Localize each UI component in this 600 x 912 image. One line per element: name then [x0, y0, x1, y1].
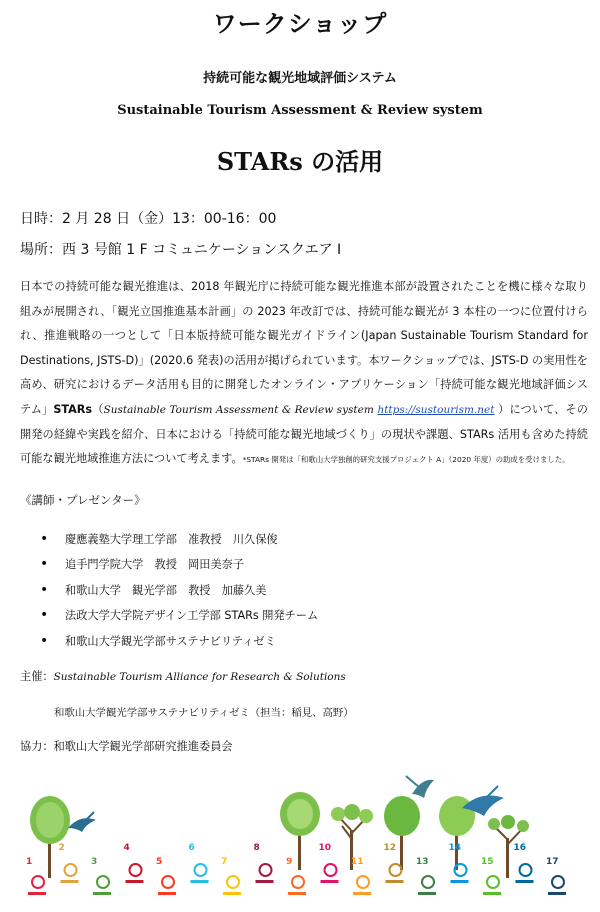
sdg-goal-15-icon — [481, 857, 501, 895]
description-text-2: ）について、その開発の経緯や実践を紹介、日本における「持続可能な観光地域づくり」の現状や課題、STARs 活用も含めた持続可能な観光地域推進方法について考えます。 — [20, 402, 588, 466]
organizer-line — [20, 668, 346, 684]
swallow-bird-icon — [406, 776, 434, 798]
sdg-goal-number: 15 — [481, 857, 494, 867]
presenter-name: 追手門学院大学 教授 岡田美奈子 — [65, 558, 245, 572]
sdg-goal-13-icon — [416, 857, 436, 895]
sdg-goal-bar — [321, 880, 339, 883]
sdg-goal-bar — [353, 892, 371, 895]
sdg-goal-bar — [548, 892, 566, 895]
stars-name: STARs — [53, 402, 93, 416]
sdg-goal-bar — [386, 880, 404, 883]
subtitle-english: Sustainable Tourism Assessment & Review system — [117, 103, 483, 118]
presenter-name: 和歌山大学 観光学部 教授 加藤久美 — [65, 583, 267, 597]
sdg-goal-symbol — [390, 864, 402, 876]
stars-title: STARs の活用 — [216, 147, 384, 176]
presenter-name: 慶應義塾大学理工学部 准教授 川久保俊 — [65, 532, 278, 546]
sdg-goal-4-icon — [124, 843, 144, 883]
sdg-goal-number: 3 — [91, 857, 98, 867]
list-item — [40, 577, 318, 603]
swallow-bird-icon — [68, 812, 96, 832]
event-date: 日時：2 月 28 日（金）13：00-16：00 — [20, 211, 277, 227]
presenter-name: 和歌山大学観光学部サステナビリティゼミ — [65, 634, 276, 648]
presenters-list — [40, 526, 318, 654]
cooperation-line: 協力：和歌山大学観光学部研究推進委員会 — [20, 740, 233, 753]
sdg-goal-number: 11 — [351, 857, 364, 867]
sdg-goal-3-icon — [91, 857, 111, 895]
bullet-icon: • — [40, 632, 49, 649]
sdg-goal-9-icon — [286, 857, 306, 895]
sdg-goal-number: 12 — [383, 843, 397, 853]
sdg-goal-11-icon — [351, 857, 371, 895]
sdg-goal-symbol — [325, 864, 337, 876]
sdg-goal-bar — [256, 880, 274, 883]
sdg-goal-1-icon — [26, 857, 46, 895]
sdg-goal-7-icon — [221, 857, 241, 895]
sdg-goal-symbol — [487, 876, 499, 888]
sdg-goal-symbol — [357, 876, 369, 888]
bullet-icon: • — [40, 556, 49, 573]
funding-footnote: *STARs 開発は「和歌山大学独創的研究支援プロジェクト A」（2020 年度）の助成を受けました。 — [242, 455, 570, 465]
sdg-goal-bar — [191, 880, 209, 883]
sdg-goal-number: 1 — [26, 857, 33, 867]
sdg-goal-bar — [288, 892, 306, 895]
description-paragraph — [20, 275, 588, 473]
subtitle-japanese: 持続可能な観光地域評価システム — [203, 71, 397, 86]
sdg-goal-symbol — [97, 876, 109, 888]
sdg-goal-bar — [451, 880, 469, 883]
sdg-goal-bar — [126, 880, 144, 883]
sdg-goal-number: 16 — [513, 843, 527, 853]
list-item — [40, 552, 318, 578]
sdg-goal-bar — [28, 892, 46, 895]
sdg-goal-bar — [61, 880, 79, 883]
sdg-goal-number: 17 — [546, 857, 559, 867]
sdg-goal-number: 6 — [188, 843, 195, 853]
presenter-name: 法政大学大学院デザイン工学部 STARs 開発チーム — [65, 609, 319, 623]
sdg-goal-bar — [158, 892, 176, 895]
bullet-icon: • — [40, 530, 49, 547]
sdg-goal-bar — [483, 892, 501, 895]
system-english-name: Sustainable Tourism Assessment & Review system — [103, 403, 374, 416]
organizer-label: 主催： — [20, 670, 54, 683]
sdg-goal-symbol — [195, 864, 207, 876]
sdg-goal-number: 8 — [253, 843, 260, 853]
bullet-icon: • — [40, 581, 49, 598]
page-title: ワークショップ — [212, 10, 388, 38]
sdg-goal-2-icon — [59, 843, 79, 883]
sdg-goal-17-icon — [546, 857, 566, 895]
sdg-goal-symbol — [422, 876, 434, 888]
sdg-goal-14-icon — [449, 843, 469, 883]
bullet-icon: • — [40, 607, 49, 624]
sdg-goal-symbol — [520, 864, 532, 876]
tree-icon — [30, 796, 70, 878]
sdg-goal-symbol — [162, 876, 174, 888]
sdg-goal-10-icon — [319, 843, 339, 883]
sdg-icons-row — [26, 843, 566, 895]
sdg-goal-symbol — [260, 864, 272, 876]
sdg-goal-bar — [93, 892, 111, 895]
list-item — [40, 628, 318, 654]
paren-open: （ — [92, 402, 104, 416]
tree-icon — [384, 796, 420, 870]
sdg-goal-symbol — [65, 864, 77, 876]
sdg-goal-8-icon — [254, 843, 274, 883]
sdg-goal-number: 2 — [58, 843, 65, 853]
sdg-goal-5-icon — [156, 857, 176, 895]
sustourism-link[interactable]: https://sustourism.net — [377, 403, 495, 416]
presenters-heading: 《講師・プレゼンター》 — [20, 493, 146, 507]
sdg-banner-illustration — [20, 768, 580, 912]
sdg-goal-symbol — [552, 876, 564, 888]
sdg-goal-16-icon — [514, 843, 534, 883]
sdg-goal-bar — [223, 892, 241, 895]
sdg-goal-number: 13 — [416, 857, 429, 867]
sdg-goal-number: 9 — [286, 857, 293, 867]
sdg-goal-6-icon — [189, 843, 209, 883]
sdg-goal-symbol — [130, 864, 142, 876]
sdg-goal-number: 4 — [123, 843, 130, 853]
sdg-goal-bar — [418, 892, 436, 895]
sdg-goal-number: 10 — [318, 843, 332, 853]
event-venue: 場所：西 3 号館 1 F コミュニケーションスクエア I — [20, 242, 342, 258]
sdg-goal-bar — [516, 880, 534, 883]
sdg-goal-symbol — [292, 876, 304, 888]
organizer-sub: 和歌山大学観光学部サステナビリティゼミ（担当：稲見、高野） — [54, 707, 354, 719]
sdg-goal-symbol — [32, 876, 44, 888]
sdg-goal-number: 5 — [156, 857, 163, 867]
list-item — [40, 603, 318, 629]
description-text-1: 日本での持続可能な観光推進は、2018 年観光庁に持続可能な観光推進本部が設置されたことを機に様々な取り組みが展開され、「観光立国推進基本計画」の 2023 年改訂では、持続可能な観光が 3 本柱の一つに位置付けられ、推進戦略の一つとして「日本版持続可能な観光ガイドライン(Japan Sustainable Tourism Standard for Destinations, JSTS-D)」(2020.6 発表)の活用が掲げられています。本ワークショップでは、JSTS-D の実用性を高め、研究におけるデータ活用も目的に開発したオンライン・アプリケーション「持続可能な観光地域評価システム」 — [20, 280, 588, 416]
organizer-name: Sustainable Tourism Alliance for Research & Solutions — [53, 671, 346, 683]
sdg-goal-symbol — [227, 876, 239, 888]
sdg-goal-number: 7 — [221, 857, 228, 867]
sdg-goal-number: 14 — [448, 843, 462, 853]
list-item — [40, 526, 318, 552]
